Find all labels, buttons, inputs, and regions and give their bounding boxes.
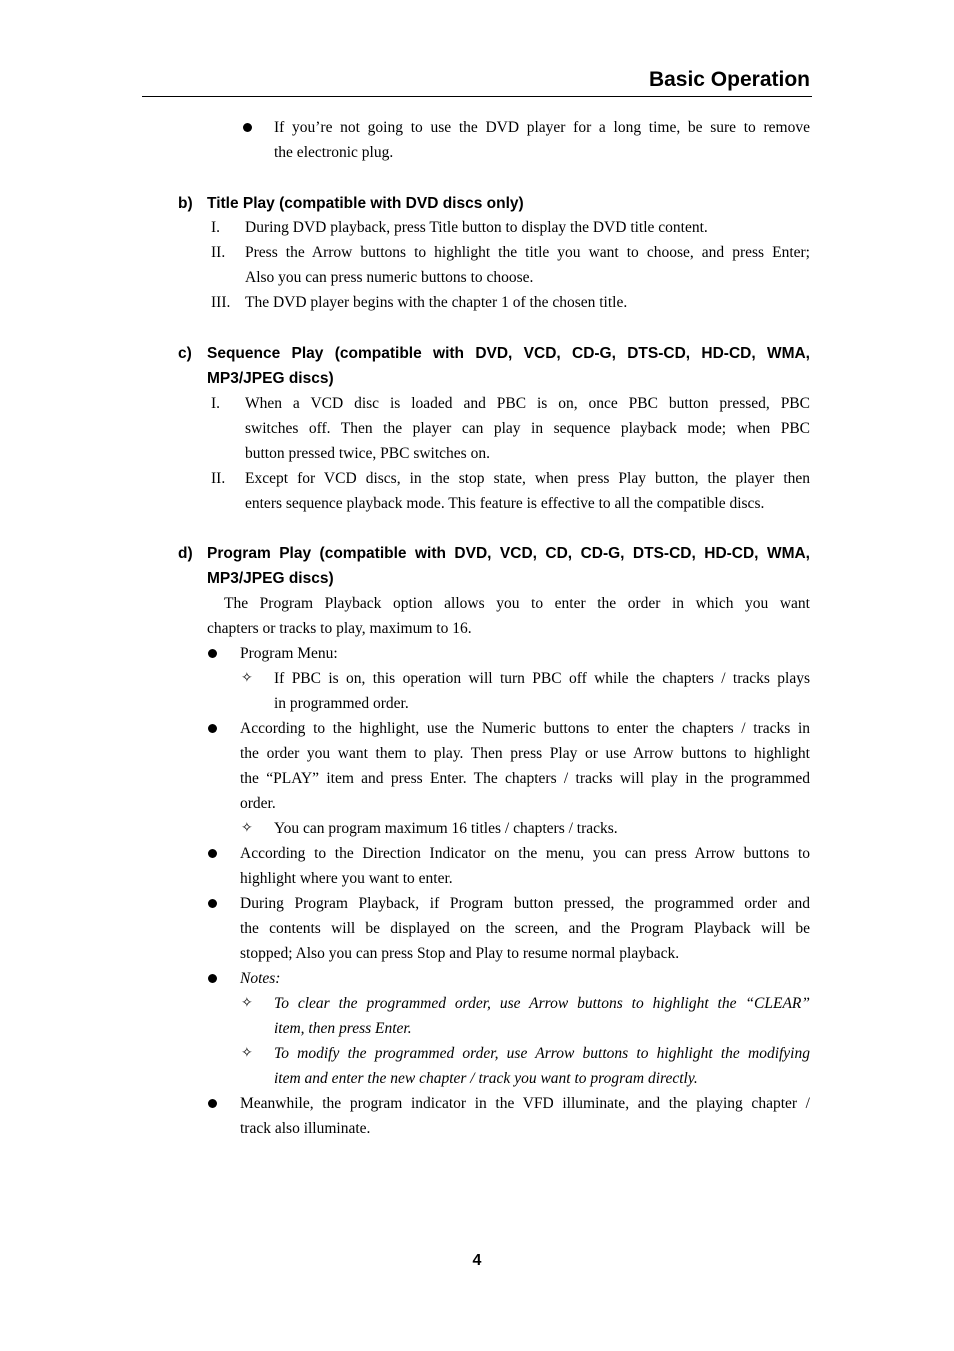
bullet-text: the contents will be displayed on the screen, and the Program Playback will be xyxy=(240,920,810,937)
list-number: III. xyxy=(211,294,231,311)
sub-bullet-text: You can program maximum 16 titles / chapters / tracks. xyxy=(274,820,618,837)
sub-bullet-icon: ✧ xyxy=(241,820,253,836)
note-text: item and enter the new chapter / track you want to program directly. xyxy=(274,1070,698,1087)
list-number: I. xyxy=(211,395,221,412)
bullet-text: According to the highlight, use the Numeric buttons to enter the chapters / tracks in xyxy=(240,720,810,737)
section-heading: Program Play (compatible with DVD, VCD, CD, CD-G, DTS-CD, HD-CD, WMA, xyxy=(207,545,810,562)
section-heading: Title Play (compatible with DVD discs only) xyxy=(207,195,524,212)
list-item-line: During DVD playback, press Title button to display the DVD title content. xyxy=(245,219,708,236)
list-item-line: Except for VCD discs, in the stop state, when press Play button, the player then xyxy=(245,470,810,487)
list-number: II. xyxy=(211,470,226,487)
bullet-text: Program Menu: xyxy=(240,645,338,662)
bullet-text: track also illuminate. xyxy=(240,1120,371,1137)
section-heading: MP3/JPEG discs) xyxy=(207,570,334,587)
section-letter: b) xyxy=(178,195,193,212)
list-item-line: The DVD player begins with the chapter 1 of the chosen title. xyxy=(245,294,628,311)
section-letter: c) xyxy=(178,345,192,362)
sub-bullet-icon: ✧ xyxy=(241,1045,253,1061)
note-text: To clear the programmed order, use Arrow buttons to highlight the “CLEAR” xyxy=(274,995,810,1012)
page-header-title: Basic Operation xyxy=(648,68,810,91)
bullet-icon xyxy=(208,1099,217,1108)
section-letter: d) xyxy=(178,545,193,562)
page-number: 4 xyxy=(472,1252,482,1269)
bullet-icon xyxy=(208,974,217,983)
bullet-icon xyxy=(208,849,217,858)
list-item-line: switches off. Then the player can play in sequence playback mode; when PBC xyxy=(245,420,810,437)
bullet-icon xyxy=(243,123,252,132)
bullet-icon xyxy=(208,649,217,658)
sub-bullet-icon: ✧ xyxy=(241,670,253,686)
list-item-line: When a VCD disc is loaded and PBC is on, once PBC button pressed, PBC xyxy=(245,395,810,412)
bullet-icon xyxy=(208,724,217,733)
bullet-text: According to the Direction Indicator on the menu, you can press Arrow buttons to xyxy=(240,845,810,862)
sub-bullet-text: in programmed order. xyxy=(274,695,409,712)
bullet-text: the “PLAY” item and press Enter. The chapters / tracks will play in the programmed xyxy=(240,770,810,787)
bullet-text: During Program Playback, if Program button pressed, the programmed order and xyxy=(240,895,810,912)
paragraph-line: chapters or tracks to play, maximum to 16. xyxy=(207,620,472,637)
bullet-text: highlight where you want to enter. xyxy=(240,870,453,887)
section-heading: Sequence Play (compatible with DVD, VCD, CD-G, DTS-CD, HD-CD, WMA, xyxy=(207,345,810,362)
bullet-text: stopped; Also you can press Stop and Play to resume normal playback. xyxy=(240,945,680,962)
list-number: I. xyxy=(211,219,221,236)
paragraph-line: The Program Playback option allows you to enter the order in which you want xyxy=(224,595,810,612)
header-rule xyxy=(142,96,812,97)
section-heading: MP3/JPEG discs) xyxy=(207,370,334,387)
list-item-line: button pressed twice, PBC switches on. xyxy=(245,445,490,462)
note-text: To modify the programmed order, use Arrow buttons to highlight the modifying xyxy=(274,1045,810,1062)
list-item-line: enters sequence playback mode. This feature is effective to all the compatible discs. xyxy=(245,495,765,512)
list-item-line: Press the Arrow buttons to highlight the title you want to choose, and press Enter; xyxy=(245,244,810,261)
list-number: II. xyxy=(211,244,226,261)
note-text: item, then press Enter. xyxy=(274,1020,412,1037)
bullet-text: Meanwhile, the program indicator in the VFD illuminate, and the playing chapter / xyxy=(240,1095,810,1112)
list-item-line: Also you can press numeric buttons to choose. xyxy=(245,269,534,286)
bullet-icon xyxy=(208,899,217,908)
intro-line: the electronic plug. xyxy=(274,144,394,161)
bullet-text: the order you want them to play. Then press Play or use Arrow buttons to highlight xyxy=(240,745,810,762)
sub-bullet-text: If PBC is on, this operation will turn PBC off while the chapters / tracks plays xyxy=(274,670,810,687)
bullet-text: order. xyxy=(240,795,276,812)
sub-bullet-icon: ✧ xyxy=(241,995,253,1011)
intro-line: If you’re not going to use the DVD player for a long time, be sure to remove xyxy=(274,119,810,136)
notes-label: Notes: xyxy=(240,970,281,987)
